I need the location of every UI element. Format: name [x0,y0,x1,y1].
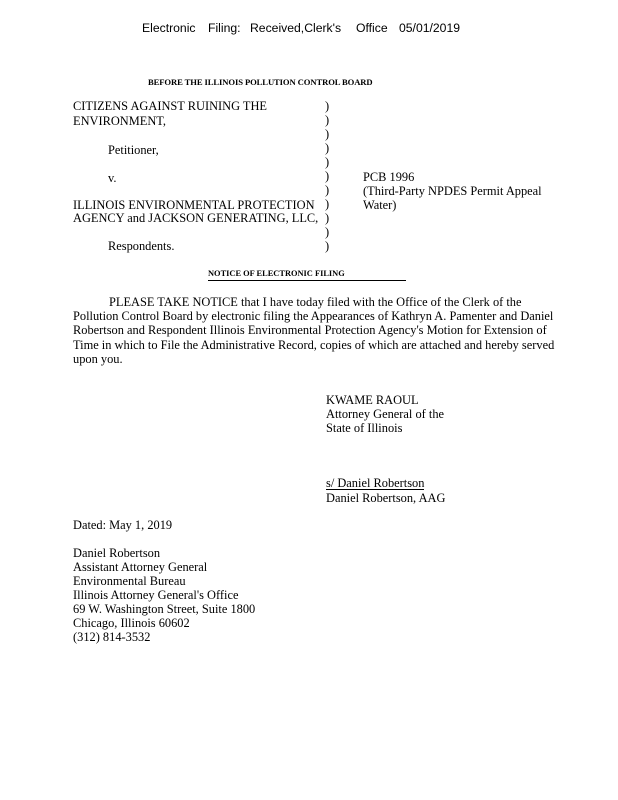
respondent-name-line1: ILLINOIS ENVIRONMENTAL PROTECTION [73,198,315,212]
caption-paren: ) [325,183,330,197]
contact-line: Daniel Robertson [73,546,161,560]
stamp-office: Office [356,21,388,35]
contact-line: Illinois Attorney General's Office [73,588,239,602]
contact-line: Chicago, Illinois 60602 [73,616,190,630]
signer-name: Daniel Robertson, AAG [326,491,446,505]
case-number: PCB 1996 [363,170,415,184]
petitioner-name-line1: CITIZENS AGAINST RUINING THE [73,99,267,113]
board-title: BEFORE THE ILLINOIS POLLUTION CONTROL BOARD [148,77,373,87]
respondent-role: Respondents. [108,239,175,253]
contact-line: Environmental Bureau [73,574,186,588]
contact-line: 69 W. Washington Street, Suite 1800 [73,602,256,616]
signature [326,476,424,490]
versus-label: v. [108,171,117,185]
petitioner-name-line2: ENVIRONMENT, [73,114,167,128]
case-type-line1: (Third-Party NPDES Permit Appeal [363,184,542,198]
stamp-label: Electronic [142,21,196,35]
case-type-line2: Water) [363,198,397,212]
attorney-general-title1: Attorney General of the [326,407,445,421]
notice-line: Pollution Control Board by electronic filing the Appearances of Kathryn A. Pamenter and Daniel [73,309,554,324]
caption-paren: ) [325,211,330,225]
contact-block [73,546,255,644]
stamp-date: 05/01/2019 [399,21,460,35]
respondent-name-line2: AGENCY and JACKSON GENERATING, LLC, [73,211,319,225]
notice-line: PLEASE TAKE NOTICE that I have today filed with the Office of the Clerk of the [109,295,522,309]
attorney-general-title2: State of Illinois [326,421,403,435]
caption-paren: ) [325,141,330,155]
caption-paren: ) [325,169,330,183]
caption-paren: ) [325,225,330,239]
caption-paren: ) [325,127,330,141]
caption-paren: ) [325,197,330,211]
contact-line: Assistant Attorney General [73,560,208,574]
attorney-general-name: KWAME RAOUL [326,393,419,407]
caption-paren: ) [325,99,330,113]
caption-paren: ) [325,113,330,127]
notice-line: upon you. [73,351,123,366]
contact-line: (312) 814-3532 [73,630,151,644]
notice-line: Robertson and Respondent Illinois Environmental Protection Agency's Motion for Extension of [73,323,547,338]
notice-body [73,295,603,366]
petitioner-role: Petitioner, [108,143,159,157]
stamp-received: Received,Clerk's [250,21,342,35]
notice-title: NOTICE OF ELECTRONIC FILING [208,269,406,281]
caption-paren: ) [325,155,330,169]
dated-line: Dated: May 1, 2019 [73,518,173,532]
signature-text: s/ Daniel Robertson [326,476,425,490]
notice-line: Time in which to File the Administrative Record, copies of which are attached and hereby served [73,337,555,352]
stamp-filing: Filing: [208,21,241,35]
caption-paren: ) [325,239,330,253]
